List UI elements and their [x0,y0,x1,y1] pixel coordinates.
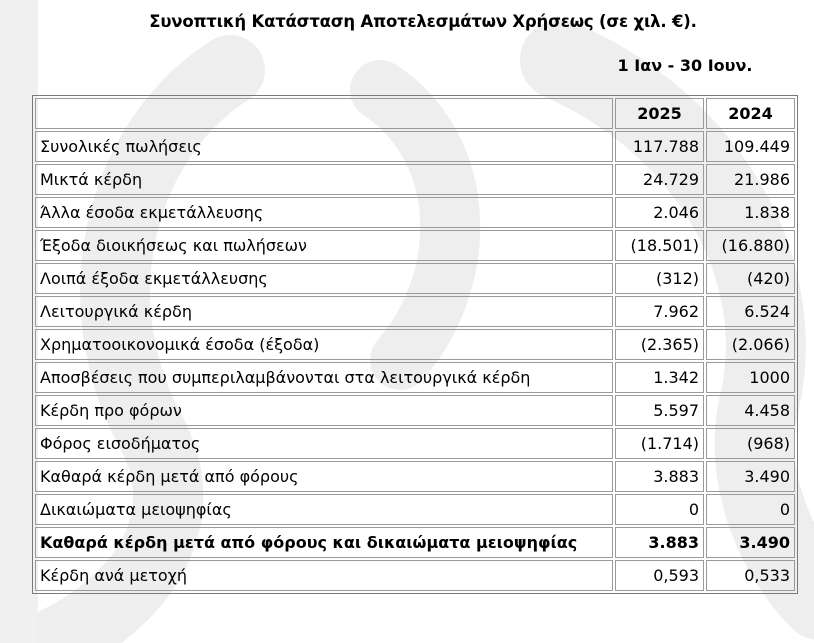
value-2025: 3.883 [615,461,704,492]
value-2024: 4.458 [706,395,795,426]
value-2024: (16.880) [706,230,795,261]
row-label: Κέρδη προ φόρων [35,395,613,426]
row-label: Δικαιώματα μειοψηφίας [35,494,613,525]
table-row [35,131,795,162]
header-label-cell [35,98,613,129]
value-2024: (968) [706,428,795,459]
value-2025: 0,593 [615,560,704,591]
report-title: Συνοπτική Κατάσταση Αποτελεσμάτων Χρήσεως (σε χιλ. €). [149,12,697,31]
table-row [35,197,795,228]
value-2024: 0,533 [706,560,795,591]
table-row [35,560,795,591]
row-label: Συνολικές πωλήσεις [35,131,613,162]
table-row-total [35,527,795,558]
table-row [35,296,795,327]
value-2024: 1000 [706,362,795,393]
table-row [35,494,795,525]
value-2025: 5.597 [615,395,704,426]
header-year-2025: 2025 [615,98,704,129]
row-label: Μικτά κέρδη [35,164,613,195]
row-label: Λοιπά έξοδα εκμετάλλευσης [35,263,613,294]
value-2024: 6.524 [706,296,795,327]
row-label: Χρηματοοικονομικά έσοδα (έξοδα) [35,329,613,360]
value-2025: (312) [615,263,704,294]
table-row [35,263,795,294]
value-2025: 117.788 [615,131,704,162]
value-2024: 21.986 [706,164,795,195]
table-row [35,428,795,459]
row-label: Κέρδη ανά μετοχή [35,560,613,591]
value-2025: 0 [615,494,704,525]
value-2024: 109.449 [706,131,795,162]
income-statement-table [32,95,798,594]
table-row [35,395,795,426]
value-2025: 7.962 [615,296,704,327]
value-2024: 3.490 [706,527,795,558]
value-2024: 1.838 [706,197,795,228]
row-label: Φόρος εισοδήματος [35,428,613,459]
row-label: Λειτουργικά κέρδη [35,296,613,327]
value-2025: (2.365) [615,329,704,360]
value-2025: 3.883 [615,527,704,558]
table-row [35,362,795,393]
row-label: Άλλα έσοδα εκμετάλλευσης [35,197,613,228]
table-row [35,329,795,360]
value-2025: 1.342 [615,362,704,393]
report-period: 1 Ιαν - 30 Ιουν. [617,56,753,75]
row-label: Καθαρά κέρδη μετά από φόρους [35,461,613,492]
value-2025: 2.046 [615,197,704,228]
table-header-row [35,98,795,129]
value-2024: 0 [706,494,795,525]
row-label: Έξοδα διοικήσεως και πωλήσεων [35,230,613,261]
row-label: Καθαρά κέρδη μετά από φόρους και δικαιώματα μειοψηφίας [35,527,613,558]
row-label: Αποσβέσεις που συμπεριλαμβάνονται στα λειτουργικά κέρδη [35,362,613,393]
value-2025: (1.714) [615,428,704,459]
header-year-2024: 2024 [706,98,795,129]
table-row [35,164,795,195]
value-2025: (18.501) [615,230,704,261]
value-2025: 24.729 [615,164,704,195]
table-row [35,461,795,492]
value-2024: 3.490 [706,461,795,492]
table-row [35,230,795,261]
value-2024: (420) [706,263,795,294]
value-2024: (2.066) [706,329,795,360]
